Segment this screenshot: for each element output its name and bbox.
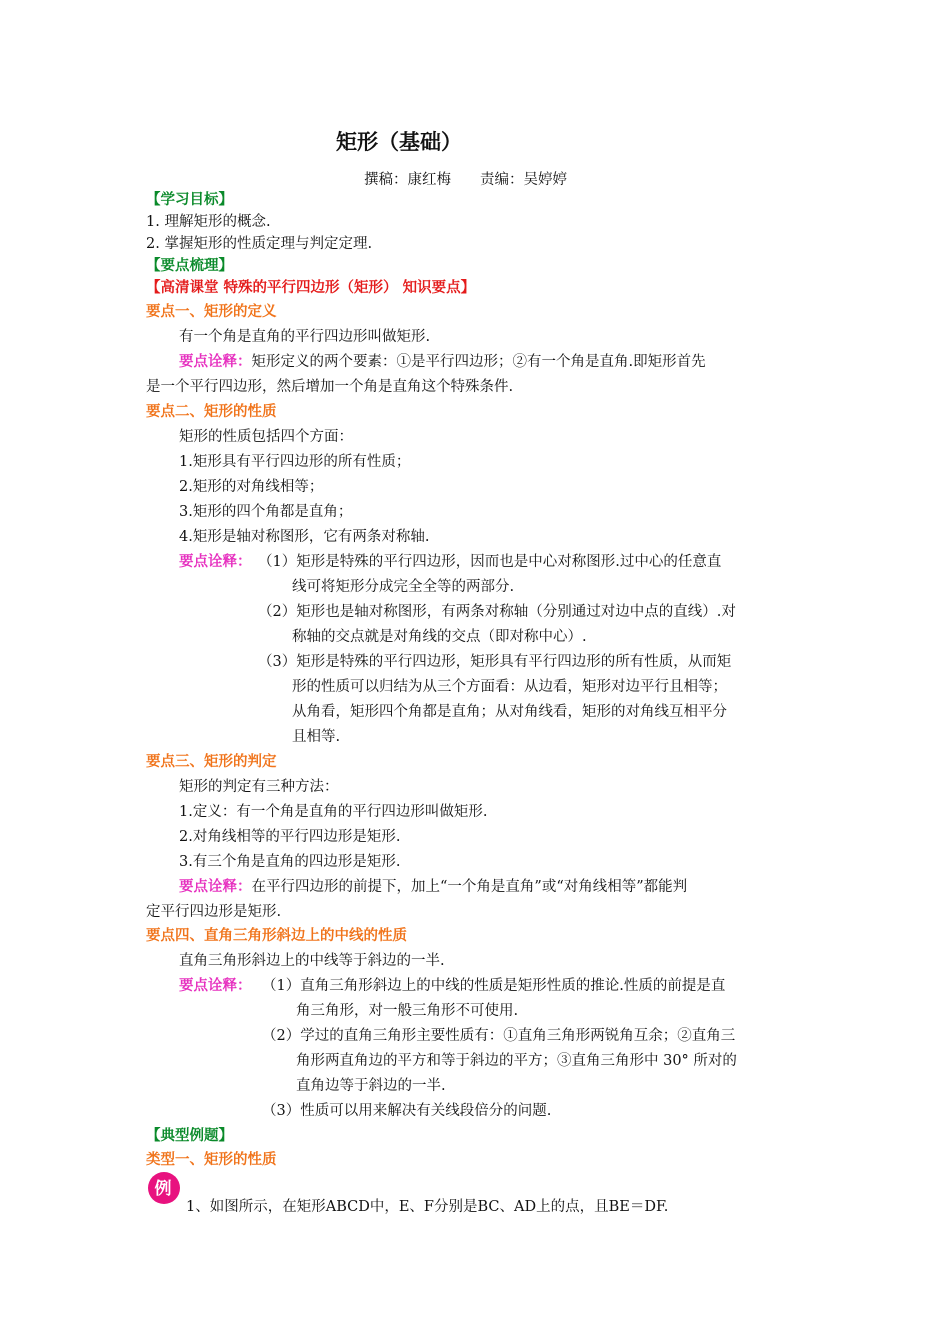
point4-note: （3）性质可以用来解决有关线段倍分的问题.	[262, 1103, 552, 1119]
point2-note-cont: 线可将矩形分成完全全等的两部分.	[292, 579, 515, 595]
point3-note	[179, 877, 687, 897]
point2-heading: 要点二、矩形的性质	[146, 404, 277, 420]
point1-body: 有一个角是直角的平行四边形叫做矩形.	[179, 329, 431, 345]
type1-heading: 类型一、矩形的性质	[146, 1152, 277, 1168]
point2-item: 1.矩形具有平行四边形的所有性质；	[179, 454, 411, 470]
point3-heading: 要点三、矩形的判定	[146, 754, 277, 770]
point2-note-cont: 且相等.	[292, 729, 341, 745]
objectives-heading: 【学习目标】	[146, 192, 233, 208]
point4-body: 直角三角形斜边上的中线等于斜边的一半.	[179, 953, 445, 969]
point3-intro: 矩形的判定有三种方法：	[179, 779, 339, 795]
point2-note-cont: 从角看，矩形四个角都是直角；从对角线看，矩形的对角线互相平分	[292, 704, 727, 720]
point3-note-cont: 定平行四边形是矩形.	[146, 904, 282, 920]
point2-note: （2）矩形也是轴对称图形，有两条对称轴（分别通过对边中点的直线）.对	[258, 604, 736, 620]
example1-text: 1、如图所示，在矩形ABCD中，E、F分别是BC、AD上的点，且BE＝DF.	[186, 1199, 669, 1215]
point2-item: 4.矩形是轴对称图形，它有两条对称轴.	[179, 529, 430, 545]
point1-note	[179, 352, 706, 372]
point4-note-cont: 角形两直角边的平方和等于斜边的平方；③直角三角形中 30° 所对的	[296, 1053, 737, 1069]
example-badge-icon	[146, 1170, 182, 1206]
video-heading: 【高清课堂 特殊的平行四边形（矩形） 知识要点】	[146, 280, 476, 296]
point3-item: 3.有三个角是直角的四边形是矩形.	[179, 854, 401, 870]
note-label: 要点诠释：	[179, 879, 252, 895]
point4-note: （1）直角三角形斜边上的中线的性质是矩形性质的推论.性质的前提是直	[262, 978, 726, 994]
point2-intro: 矩形的性质包括四个方面：	[179, 429, 353, 445]
objective-item: 1. 理解矩形的概念.	[146, 214, 271, 230]
example-badge-text: 例	[154, 1179, 172, 1199]
point4-note: （2）学过的直角三角形主要性质有：①直角三角形两锐角互余；②直角三	[262, 1028, 736, 1044]
note-label: 要点诠释：	[179, 978, 252, 994]
note-label: 要点诠释：	[179, 554, 252, 570]
point3-item: 1.定义：有一个角是直角的平行四边形叫做矩形.	[179, 804, 488, 820]
note-label: 要点诠释：	[179, 354, 252, 370]
objective-item: 2. 掌握矩形的性质定理与判定定理.	[146, 236, 373, 252]
summary-heading: 【要点梳理】	[146, 258, 233, 274]
byline: 撰稿：康红梅 责编：吴婷婷	[364, 172, 567, 188]
point1-heading: 要点一、矩形的定义	[146, 304, 277, 320]
point2-item: 2.矩形的对角线相等；	[179, 479, 324, 495]
examples-heading: 【典型例题】	[146, 1128, 233, 1144]
page-title: 矩形（基础）	[336, 130, 462, 154]
point4-note-cont: 直角边等于斜边的一半.	[296, 1078, 446, 1094]
point2-note: （1）矩形是特殊的平行四边形，因而也是中心对称图形.过中心的任意直	[258, 554, 722, 570]
note-text: 矩形定义的两个要素：①是平行四边形；②有一个角是直角.即矩形首先	[251, 354, 706, 370]
point3-item: 2.对角线相等的平行四边形是矩形.	[179, 829, 401, 845]
point2-item: 3.矩形的四个角都是直角；	[179, 504, 353, 520]
point2-note-cont: 称轴的交点就是对角线的交点（即对称中心）.	[292, 629, 587, 645]
point4-note-cont: 角三角形，对一般三角形不可使用.	[296, 1003, 519, 1019]
point1-note-cont: 是一个平行四边形，然后增加一个角是直角这个特殊条件.	[146, 379, 514, 395]
point2-note-cont: 形的性质可以归结为从三个方面看：从边看，矩形对边平行且相等；	[292, 679, 727, 695]
point4-heading: 要点四、直角三角形斜边上的中线的性质	[146, 928, 407, 944]
point2-note: （3）矩形是特殊的平行四边形，矩形具有平行四边形的所有性质，从而矩	[258, 654, 732, 670]
note-text: 在平行四边形的前提下，加上“一个角是直角”或“对角线相等”都能判	[251, 879, 688, 895]
